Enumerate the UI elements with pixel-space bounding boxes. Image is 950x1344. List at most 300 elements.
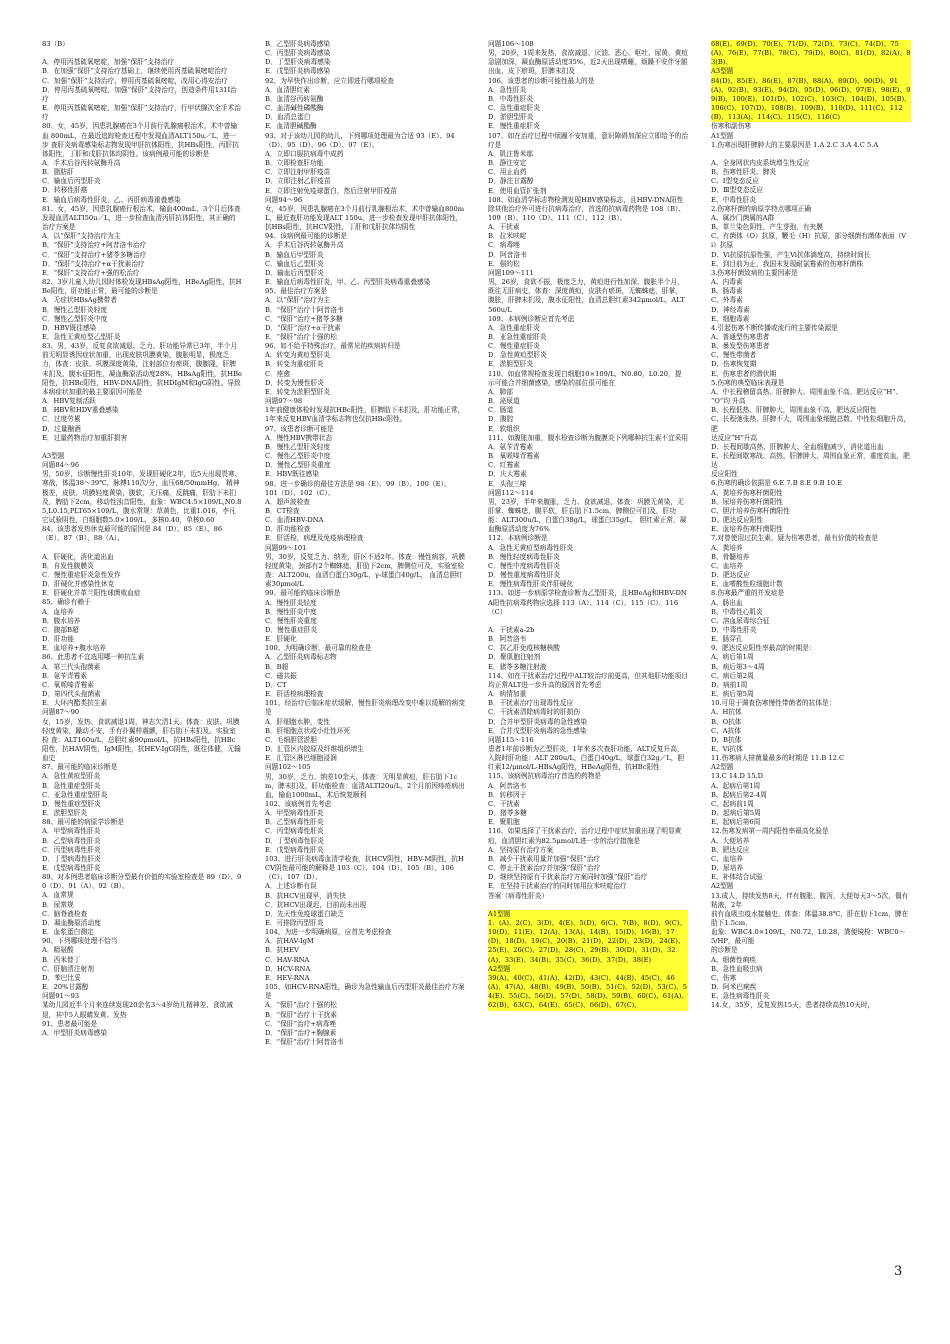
text-line: D．苯巴比妥 [42, 973, 81, 982]
text-line: E、病后第5周 [711, 690, 754, 699]
text-line: D．CT [265, 680, 287, 689]
text-line: C．病毒唑 [488, 241, 520, 250]
answer-key-line: 1．(A)、2(C)、3(D)、4(E)、5(D)、6(C)、7(B)、8(D)、9(C)、10(D)、11(E)、12(A)、13(A)、14(B)、15(D)、16(B)、17(D)、18(D)、19(C)、20(B)、21(D)、22(D)、23(D)、24(E)、25(E)、26(C)、27(D)、28(C)、29(B)、30(D)、31(D)、32(A)、33(E)、34(B)、35(C)、36(D)、37(D)、38(E) [488, 918, 687, 964]
text-line: B．HBV和HDV重叠感染 [42, 406, 119, 415]
text-line: 12.伤寒发病第一周内阳性率最高化验是 [711, 827, 829, 836]
text-line: C．血清碱性磷酸酶 [265, 104, 324, 113]
text-line: B．转变为重症肝炎 [265, 360, 324, 369]
text-line: B．乙型病毒性肝炎 [265, 818, 324, 827]
text-line: D．“保肝”支持治疗+α干扰素治疗 [42, 259, 145, 268]
text-line: B．慢性乙型肝炎轻度 [265, 442, 331, 451]
text-line: E、Vi抗体 [711, 745, 743, 754]
text-line: B、起病后第2-4周 [711, 790, 767, 799]
text-line: E、补体结合试验 [711, 873, 763, 882]
text-line: E．慢性重症肝炎 [488, 122, 540, 131]
text-line: B、骨髓培养 [711, 552, 750, 561]
text-line: 91、患者最可能是 [42, 1019, 98, 1028]
text-line: D．过量酗酒 [42, 424, 81, 433]
text-line: E．血清胆碱酯酶 [265, 122, 317, 131]
page-number: 3 [894, 1264, 903, 1279]
text-line: A、病后第1周 [711, 653, 754, 662]
text-line: A．急性重症肝炎 [488, 323, 540, 332]
text-line: B．乙型病毒性肝炎 [42, 836, 101, 845]
text-line: 87、最可能的临床诊断是 [42, 763, 118, 772]
text-line: B．慢性乙型肝炎轻度 [42, 305, 108, 314]
text-line: E、血嗜酸性粒细胞计数 [711, 580, 783, 589]
text-line: E．立即注射免疫球蛋白，然后注射甲肝疫苗 [265, 186, 397, 195]
text-line: A．上述诊断有误 [265, 882, 317, 891]
text-line: E、起病后第6周 [711, 818, 761, 827]
text-line: 88、最可能的病原学诊断是 [42, 818, 125, 827]
text-line: C、伤寒 [711, 973, 737, 982]
text-line: E．强的松 [488, 259, 520, 268]
text-line: 85、确诊有赖于 [42, 598, 91, 607]
text-line: C、病后第2周 [711, 671, 754, 680]
text-line: 111、如腹胀加重，腹水检查诊断为腹膜炎下列哪种抗生素不宜采用 [488, 433, 688, 442]
text-line: B、革兰染色阴性，产生芽孢，有夹膜 [711, 223, 823, 232]
text-line: E．“保肝”治疗十阿昔洛韦 [265, 1038, 344, 1047]
text-line: B．B超 [265, 662, 289, 671]
text-line: C．干扰素 [488, 799, 520, 808]
text-line: C．立即注射甲肝疫苗 [265, 168, 331, 177]
answer-key-line: 84(D)、85(E)、86(E)、87(B)、88(A)、89(D)、90(D)、91(A)、92(B)、93(E)、94(D)、95(D)、96(D)、97(E)、98(E)、99(B)、100(E)、101(D)、102(C)、103(C)、104(D)、105(B)、106(C)、107(D)、108(B)、109(B)、110(D)、111(C)、112(B)、113(A)、114(C)、115(C)、116(C) [711, 76, 911, 122]
text-line: D、神经毒素 [711, 305, 750, 314]
text-line: D．肝功能 [42, 635, 75, 644]
text-line: C．抗HCV出现迟，目前尚未出现 [265, 900, 367, 909]
text-line: 112、本病例诊断是 [488, 534, 548, 543]
text-line: 13.C 14.D 15.D [711, 772, 763, 781]
text-line: B．抗HCV出现早，消失快 [265, 891, 346, 900]
text-line: 80、女，45岁，因患乳腺癌在3个月前行乳腺癌根治术，术中曾输血 800mL，在最近追踪检查过程中发现血清ALT150u／L，进一步 查肝炎病毒感染标志物发现甲肝抗体阳性，抗HBs阳性，丙肝抗体阳性，丁肝和戊肝抗体均阴性。该病例最可能的诊断是 [42, 122, 239, 158]
text-line: A、细菌性痢疾 [711, 955, 756, 964]
text-line: A．手术后谷丙转氨酶升高 [42, 159, 121, 168]
text-line: E．肝硬化 [265, 635, 297, 644]
text-line: B．氨苄青霉素 [42, 671, 88, 680]
text-line: C．慢性肝炎重度 [265, 616, 317, 625]
answer-key-line: 68(E)、69(D)、70(E)、71(D)、72(D)、73(C)、74(D)、75(A)、76(E)、77(B)、78(C)、79(D)、80(C)、81(D)、82(A)、83(B)、 [711, 40, 911, 67]
text-line: D、阿米巴痢疾 [711, 983, 757, 992]
text-line: E．使用血管扩张剂 [488, 186, 547, 195]
text-line: E、急性病毒性肝炎 [711, 992, 770, 1001]
text-line: D．血清总蛋白 [265, 113, 311, 122]
text-line: A．坚持原有治疗方案 [488, 845, 554, 854]
text-line: A1型题 [711, 131, 734, 140]
text-line: C．过度劳累 [42, 415, 81, 424]
text-line: E．血培养+腹水培养 [42, 644, 106, 653]
text-line: 81、女，45岁，因患乳腺癌行根治术，输血400mL，3个月后体查发现血清ALTI50u／L，进一步检查血清丙肝抗体阳性，其正确的 治疗方案是 [42, 204, 241, 232]
text-line: C．亚急性重症型肝炎 [42, 790, 108, 799]
text-line: C．抗乙肝免疫核糖核酸 [488, 644, 560, 653]
text-line: 90、下列哪项处理不恰当 [42, 937, 118, 946]
answer-key-line: 39(A)、40(C)、41(A)、42(D)、43(C)、44(B)、45(C)、46(A)、47(A)、48(B)、49(B)、50(B)、51(C)、52(D)、53(C)、54(E)、55(C)、56(D)、57(D)、58(D)、59(B)、60(C)、61(A)、62(B)、63(C)、64(E)、65(C)、66(D)、67(C)、 [488, 973, 688, 1010]
text-line: 女，45岁，因患乳腺癌在3个月前行乳腺根治术，术中曾输血800mL，最近查肝功能发现ALT 150u，进一步检查发现甲肝抗体阳性，抗HBs阳性，抗HCV阳性，丁肝和戊肝抗体均阴性 [265, 204, 465, 232]
text-line: A．肌注鲁米那 [488, 149, 533, 158]
text-line: 1年前健康体检时发现抗HBc阳性，肝脾肋下未扪及，肝功能正常，1年来反复HBV血清学标志物也仅抗HBc阳性。 [265, 406, 465, 424]
text-line: 92、为早快作出诊断，应立即进行哪项检查 [265, 76, 394, 85]
text-line [488, 901, 688, 910]
text-line: A、中长程稽留高热、肝脾肿大、周围血象不高、肥达反应“H”、 [711, 387, 903, 396]
text-line: A、属沙门菌属的A群 [711, 213, 775, 222]
text-line: E．肝活检病理检查 [265, 690, 324, 699]
text-line: 116、如果选择了干扰素治疗，治疗过程中症状加重出现了明显黄疸，血清胆红素为82.5μmol/L进一步的治疗措施是 [488, 827, 682, 845]
text-line: C．输血后丙型肝炎 [42, 177, 101, 186]
text-line: 101（D）、102（C）、 [265, 488, 335, 497]
text-line: B．转移因子 [488, 790, 527, 799]
text-line: E、肠穿孔 [711, 635, 743, 644]
text-line: B、暴发型伤寒患者 [711, 342, 770, 351]
text-line: A、肠出血 [711, 598, 743, 607]
text-line: D．HBV既往感染 [42, 323, 97, 332]
text-line: D．腹腔 [488, 415, 514, 424]
text-line: C．血清HBV-DNA [265, 516, 324, 525]
text-line: A．肝细胞水肿，变性 [265, 717, 331, 726]
text-line: E．停用丙基硫氧嘧啶，加强“保肝”支持治疗，行甲状腺次全手术治疗 [42, 104, 241, 122]
text-line: A．慢性肝炎轻度 [265, 598, 317, 607]
answer-key-line: A3型题 [711, 67, 911, 76]
text-line: “O”均 升高 [711, 397, 746, 406]
text-line: 10.可用于调查伤寒慢性带菌者的抗体是： [711, 699, 836, 708]
text-line: C、有菌体（O）抗原，鞭毛（H）抗原，部分细菌有菌体表面（Vi）抗原 [711, 232, 907, 250]
text-line: A．无症状HBsAg携带者 [42, 296, 117, 305]
text-line: B．氧哌嗪青霉素 [488, 452, 540, 461]
text-line: 男，30岁，反复乏力、纳差，肝区不适2年。体查：慢性病容，巩膜轻度黄染，颈部有2个蜘蛛痣，肝肋下2cm，脾侧位可及，实验室检查：ALT200u，血清白蛋白30g/L，γ-球蛋白40g/L， 血清总胆红素30μmol/L [265, 552, 465, 589]
text-line: 107、如在治疗过程中烦躁不安加重，意识障碍加深应立即给予的治疗是 [488, 131, 688, 149]
text-line: C．丙型肝炎病毒感染 [265, 49, 331, 58]
text-line: D、尿培养 [711, 864, 744, 873]
text-line: A．血常规 [42, 891, 74, 900]
text-line: C．丙型病毒性肝炎 [42, 845, 101, 854]
text-line: B．腹水培养 [42, 616, 81, 625]
text-line: 14.女，35岁，反复发热15天，患者持续高热10天时， [711, 1001, 875, 1010]
text-line: A．血培养 [42, 607, 74, 616]
text-line: B、中毒性心肌炎 [711, 607, 763, 616]
text-line: 84、该患者发热休克最可能的原因是 84（D）、85（E）、86（E）、87（B）、88（A）、 [42, 525, 223, 543]
text-line: B、尿培养伤寒杆菌阳性 [711, 497, 783, 506]
text-line: E．慢性病毒性肝炎伴肝硬化 [488, 580, 574, 589]
text-line: E．头孢三嗪 [488, 479, 527, 488]
text-line: D．慢性重度病毒性肝炎 [488, 571, 561, 580]
text-line: C．用止血药 [488, 168, 527, 177]
text-line: B、长程低热、肝脾肿大，周围血象不高，肥达反应阳性 [711, 406, 877, 415]
text-line: 女，15岁，发热、食欲减退1周，神志欠清1天。体查：皮肤、巩膜轻度黄染，躁动不安，手有扑翼样震颤，肝右肋下未扪及。实验室检 查：ALT160u/L，总胆红素90μmol/L，抗HBs阳性，抗HBc阳性，抗HAV阴性，IgM阳性，抗HEV-IgG阴性，既往体健，无输血史 [42, 717, 241, 763]
text-line: 9、肥达反应阳性率最高的时期是： [711, 644, 816, 653]
text-line: B．慢性肝炎中度 [265, 607, 317, 616]
text-line: A、大便培养 [711, 836, 750, 845]
text-line: E．急性无黄疸型乙型肝炎 [42, 332, 121, 341]
text-line: C、胆汁培养伤寒杆菌阳性 [711, 506, 790, 515]
text-column-2 [265, 40, 465, 1280]
text-line: E．戊型病毒性肝炎 [265, 845, 324, 854]
text-line: C、长程弛张热、肝脾不大，周围血象细胞总数、中性粒细胞升高，肥 [711, 415, 911, 433]
text-line: C．肝脑清注射剂 [42, 964, 94, 973]
text-line: 问题106～108 [488, 40, 534, 48]
text-line: E、到目前为止，我国未发现耐氯霉素的伤寒杆菌株 [711, 259, 864, 268]
text-line: C、Ⅰ型变态反应 [711, 177, 759, 186]
text-line: 114、如在干扰素治疗过程中ALT较治疗前更高，但其他肝功能项目均正常ALT进一步升高的原因首先考虑 [488, 671, 688, 689]
text-line: 94、该病例最可能的诊断是 [265, 232, 348, 241]
text-line: D．丁型病毒性肝炎 [265, 836, 324, 845]
text-line: 8.伤寒最严重的并发症是 [711, 589, 785, 598]
text-line: 86、此患者不宜选用哪一种抗生素 [42, 653, 145, 662]
text-line: D．丁型病毒性肝炎 [42, 854, 101, 863]
text-line: B．阿昔洛韦 [488, 635, 527, 644]
text-line: B、伤寒性肝炎、脾炎 [711, 168, 777, 177]
text-line: C．丙型病毒性肝炎 [265, 827, 324, 836]
text-line: E．20%甘露醇 [42, 983, 89, 992]
text-line: E．HBV既往感染 [265, 470, 319, 479]
text-line: C．脑脊液检查 [42, 909, 88, 918]
text-line: D、中毒性肝炎 [711, 625, 757, 634]
text-line: 问题102～105 [265, 763, 311, 772]
text-line: 问题115～116 [488, 735, 534, 744]
text-line: 96、如不给予特殊治疗，最常见的疾病转归是 [265, 342, 401, 351]
text-line: A．以“保肝”支持治疗为主 [42, 232, 121, 241]
text-line: C．HAV-RNA [265, 955, 310, 964]
text-line: B．肝细胞点状或小灶性坏死 [265, 726, 351, 735]
text-line: D．凝血酶原活动度 [42, 918, 101, 927]
text-line: 98、进一步确诊的最佳方法是 98（E）、99（B）、100（E）、 [265, 479, 451, 488]
text-line: D．淤胆型肝炎 [488, 113, 534, 122]
text-line: B．“保肝”支持治疗+阿昔洛韦治疗 [42, 241, 147, 250]
text-line: 问题87～90 [42, 708, 80, 717]
text-line: A．立即口服抗病毒中成药 [265, 149, 344, 158]
text-line: 男，26岁，食欲不振，极度乏力，黄疸进行性加深，腹胀半个月，既往无肝病史，体查：深度黄疸，皮肤有瘀斑，无蜘蛛痣，肝掌，腹胀，肝脾未扪及，腹水征阳性，血清总胆红素342μmol/L，ALT560u/L [488, 278, 685, 314]
text-line: C、起病前1周 [711, 799, 754, 808]
text-line: 血象：WBC4.0×109/L，N0.72，L0.28，粪便镜检：WBC0～5/HP，最可能 [711, 928, 906, 946]
text-line: A．甲型病毒性肝炎 [42, 827, 101, 836]
text-line: 男，20岁，1周来发热、食欲减退、厌油、恶心、呕吐、尿黄，黄疸急剧加深，凝血酶原活动度35%，近2天出现嗜睡，烦躁不安伴牙龈出血，皮下瘀斑，肝脾未扪及 [488, 49, 688, 76]
text-line: A．氨苄青霉素 [488, 442, 533, 451]
text-line: A．手术后谷丙转氨酶升高 [265, 241, 344, 250]
text-line: A、普通型伤寒患者 [711, 332, 770, 341]
text-line: 113、如进一步病原学检查诊断为乙型肝炎，且HBeAg和HBV-DNA阳性抗病毒药物应选择 113（A）、114（C）、115（C）、116（C） [488, 589, 687, 616]
text-line: 95、最佳治疗方案是 [265, 287, 328, 296]
text-line: 104、为进一步明确病原，应首先考虑检查 [265, 928, 392, 937]
text-line: D、起病后第5周 [711, 809, 761, 818]
text-line: E、血培养伤寒杆菌阳性 [711, 525, 783, 534]
text-line: 伤寒和副伤寒 [711, 122, 752, 131]
text-line: D、B抗体 [711, 735, 742, 744]
text-line: B．慢性轻度病毒性肝炎 [488, 552, 560, 561]
text-line: A．超声波检查 [265, 497, 310, 506]
text-line: B、肥达反应 [711, 845, 750, 854]
text-line: A．阿昔洛韦 [488, 781, 527, 790]
text-line: D．继续坚持原有干扰素治疗方案同时加强“保肝”治疗 [488, 873, 648, 882]
text-line: C．干扰素清除病毒时的肝损伤 [488, 708, 581, 717]
text-line: 反应阳性 [711, 470, 738, 479]
text-line: C．“保肝”支持治疗+猪苓多糖治疗 [42, 250, 147, 259]
text-line: B．“保肝”治疗十干扰素 [265, 1010, 337, 1019]
text-line: D．聚肌胞注射剂 [488, 653, 541, 662]
text-line: E．输血后病毒性肝炎，甲、乙、丙型肝炎病毒重叠感染 [265, 278, 431, 287]
text-line: B．血清谷丙转氨酶 [265, 94, 324, 103]
text-line: A、粪培养伤寒杆菌阳性 [711, 488, 783, 497]
text-line: C、血培养 [711, 854, 743, 863]
text-line: A．停用丙基硫氧嘧啶，加强“保肝”支持治疗 [42, 58, 175, 67]
text-line: 99、最可能的临床诊断是 [265, 589, 341, 598]
text-line: D．庆大霉素 [488, 470, 527, 479]
text-line: D．先天性免疫球蛋白缺乏 [265, 909, 344, 918]
text-line: C．输血后乙型肝炎 [265, 259, 324, 268]
text-line: E．汇管区淋巴细胞浸润 [265, 754, 337, 763]
text-line: D．转移性肝癌 [42, 186, 88, 195]
text-line: C．磁共振 [265, 671, 297, 680]
text-line: B．拉米呋啶 [488, 232, 527, 241]
text-line: 男，30岁，乏力、纳差10余天，体查：无明显黄疸，肝右肋下1cm，脾未扪及，肝功能检查：血清ALTI20u/L，2个月前因痔疮病出 血，输血1000mL，术后恢复顺利 [265, 772, 465, 799]
text-line: D．HCV-RNA [265, 964, 311, 973]
text-line: E．聚肌胞 [488, 818, 520, 827]
text-line: B．脂肪肝 [42, 168, 74, 177]
text-line: C、外毒素 [711, 296, 743, 305]
text-line: C．慢性乙型肝炎中度 [42, 314, 108, 323]
text-line: D．阿昔洛韦 [488, 250, 527, 259]
text-line: C．加强“保肝”支持治疗，停用丙基硫氧嘧啶，改用心得安治疗 [42, 76, 228, 85]
text-line: C．慢性中度病毒性肝炎 [488, 561, 560, 570]
text-line: E．大环内酯类抗生素 [42, 699, 108, 708]
text-line: E．淤胆型肝炎 [42, 809, 88, 818]
text-line: 答案（病毒性肝炎） [488, 891, 549, 900]
text-line: 3.伤寒杆菌致病的主要因素是 [711, 268, 798, 277]
text-line: 的诊断是 [711, 946, 738, 955]
text-line: 102、该病例首先考虑 [265, 799, 332, 808]
text-line: 男，50岁，诊断慢性肝炎10年，发现肝硬化2年，近5天出现畏寒、寒战，体温38～39℃，脉搏110次/分，血压68/50mmHg， 精神极差，皮肤、巩膜轻度黄染，腹软，无压痛，反跳痛，肝肋下未扪及，脾肋下2cm，移动性浊音阳性，血象：WBC4.5×109/L,N0.85,L0.15,PLT65×109/L，腹水常规：草黄色，比重1.016，李凡它试验阴性，白细胞数5.0×109/L，多核0.40，单核0.60 [42, 470, 242, 525]
text-column-3 [488, 40, 688, 1280]
text-line: E．戊型病毒性肝炎 [42, 864, 101, 873]
text-line: E．可排除丙型肝炎 [265, 919, 324, 927]
text-line: E．淤胆型肝炎 [488, 360, 534, 369]
text-line: C、血培养 [711, 561, 743, 570]
text-line: D、伤寒恢复期 [711, 360, 757, 369]
text-line: 问题109～111 [488, 268, 534, 277]
text-line: D．输血后丙型肝炎 [265, 268, 324, 277]
text-line: D．合并甲型肝炎病毒的急性感染 [488, 717, 587, 726]
answer-key-line: A1型题 [488, 910, 688, 919]
text-line: D．“保肝”治疗+α干扰素 [265, 323, 341, 332]
text-line: C、慢性带菌者 [711, 351, 757, 360]
text-line: D、Vi抗原抗原性强，产生Vi抗体滴度高，持续时间长 [711, 250, 871, 259]
text-line: E．过量药物治疗加重肝损害 [42, 433, 128, 442]
text-line: B、O抗体 [711, 717, 742, 726]
text-line: D．立即注射乙肝疫苗 [265, 177, 331, 186]
text-line: B．中毒性肝炎 [488, 94, 534, 103]
text-line: A、H抗体 [711, 708, 742, 717]
text-line: A．慢性HBV携带状态 [265, 433, 333, 442]
text-line: 患者1年前诊断为乙型肝炎，1年来多次查肝功能，ALT反复升高，入院时肝功能：ALT 200u/L，白蛋白40g/L，球蛋白32g／L，胆红素12/μmol/L-HBsAg阳性，HBeAg阳性，抗HBc阳性 [488, 745, 685, 772]
text-line: B．CT检查 [265, 506, 300, 515]
text-line: 110、如血常规检查发现白细胞10×109/L，N0.80，L0.20，提示可能合并细菌感染，感染的部位很可能在 [488, 369, 682, 387]
text-line: C．停止干扰素治疗并加强“保肝”治疗 [488, 864, 601, 873]
text-line: A．精氨酸 [42, 946, 74, 955]
text-line: D．肝功能检查 [265, 525, 311, 534]
text-line: A．乙型肝炎病毒标志物 [265, 653, 337, 662]
text-line: B．西米替丁 [42, 955, 81, 964]
text-line: B．泌尿道 [488, 397, 520, 406]
text-line: E．HEV-RNA [265, 973, 310, 982]
text-line: B．急性重症型肝炎 [42, 781, 101, 790]
text-line: C．痊愈 [265, 369, 291, 378]
text-line: A．病情加重 [488, 690, 527, 699]
text-line: 115、该病例抗病毒治疗首选的药物是 [488, 772, 602, 781]
text-line: A．抗HAV-IgM [265, 937, 314, 946]
text-line: 前有血吸虫疫水接触史，体查：体温38.8℃，肝在肋下1cm，脾在 肋下1.5cm， [711, 909, 909, 927]
text-line: E、细胞毒素 [711, 314, 750, 323]
text-line: 93、对于该幼儿园的幼儿，下列哪项处理最为合适 93（E）、94（D）、95（D）、96（D）、97（E）、 [265, 131, 455, 149]
text-line: B．“保肝”治疗十阿昔洛韦 [265, 305, 344, 314]
text-line: B．在加强“保肝”支持治疗基础上，继续使用丙基硫氧嘧啶治疗 [42, 67, 228, 76]
text-line: E、伤寒患者的潜伏期 [711, 369, 777, 378]
text-line: 5.伤寒的典型临床表现是 [711, 378, 785, 387]
text-line: E、中毒性肝炎 [711, 195, 757, 204]
text-line: D．猪苓多糖 [488, 809, 527, 818]
text-line: A．肺部 [488, 387, 513, 396]
text-line: B．立即检查肝功能 [265, 159, 324, 168]
text-line: D、Ⅲ型变态反应 [711, 186, 763, 195]
text-line: 问题84～96 [42, 461, 80, 470]
text-line: 108、如血清学标志物检测发现HBV感染标志，且HBV-DNA阳性除其他治疗外可进行抗病毒治疗，首选的抗病毒药物是 108（B）、109（B）、110（D）、111（C）、112（B）、 [488, 195, 686, 222]
text-line: D．转变为慢性肝炎 [265, 378, 324, 387]
text-line: E．“保肝”治疗十强的松 [265, 333, 337, 341]
text-line: 105、如HCV-RNA阳性，确诊为急性输血后丙型肝炎最佳治疗方案是 [265, 983, 465, 1001]
text-line: C．毛细胆管淤胆 [265, 735, 317, 744]
text-line: 82、3岁儿童入幼儿园时体检发现HBsAg阳性，HBeAg阳性，抗HBe阳性，肝功能正常，最可能的诊断是 [42, 278, 242, 296]
text-line: A．干扰素 [488, 223, 520, 232]
text-line: 89、对本例患者临床诊断分型最有价值的实验室检查是 89（D）、90（D）、91（A）、92（B）、 [42, 873, 242, 891]
text-line: E．转变为淤胆型肝炎 [265, 387, 331, 396]
text-line [488, 617, 688, 626]
text-line: A．以“保肝”治疗为主 [265, 296, 331, 305]
text-line: B．干扰素治疗出现毒性反应 [488, 699, 574, 708]
text-line: 106、该患者的诊断可能性最大的是 [488, 76, 595, 85]
text-line: C．慢性乙型肝炎中度 [265, 452, 331, 461]
text-line: E．肝硬化并革兰阳性球菌败血症 [42, 589, 141, 598]
text-line: D．慢性乙型肝炎重度 [265, 461, 331, 470]
text-line [42, 544, 242, 553]
text-line: A．甲型病毒性肝炎 [265, 809, 324, 818]
text-line: D．慢性重症型肝炎 [42, 799, 101, 808]
text-line: C．慢性重症肝炎急性发作 [42, 571, 121, 580]
text-line: A．急性黄疸型肝炎 [42, 772, 101, 781]
text-line: D．急性黄疸型肝炎 [488, 351, 547, 360]
text-line: 13.成人，持续发热8天，伴有腹胀、腹泻，大便每天3～5次，偶有粘液，2年 [711, 891, 909, 909]
text-line: E．输血后病毒性肝炎，乙、丙肝病毒重叠感染 [42, 195, 181, 204]
text-line: D、肥达反应 [711, 571, 750, 580]
text-line: A．急性无黄疸型病毒性肝炎 [488, 543, 574, 552]
text-line: 问题91～93 [42, 992, 80, 1001]
text-line: B．抗HEV [265, 946, 299, 955]
text-line: 4.引起伤寒不断传播或流行的主要传染源是 [711, 323, 838, 332]
text-line: E．肝活检，病理及免疫病理检查 [265, 534, 364, 543]
text-line: 达反应“H”升高 [711, 433, 758, 442]
text-line: B．减少干扰素用量并加强“保肝”治疗 [488, 854, 601, 863]
text-line: C．氧哌嗪青霉素 [42, 680, 94, 689]
text-line: B．输血后甲型肝炎 [265, 250, 324, 259]
text-line: A．转变为黄疸型肝炎 [265, 351, 331, 360]
text-line: D．静注甘露醇 [488, 177, 534, 186]
text-line: C．红霉素 [488, 461, 520, 470]
text-line: C．慢性重症肝炎 [488, 342, 540, 351]
text-line: 83、男，43岁，反复食欲减退、乏力、肝功能异常已3年，半个月前无明显诱因症状加重，出现皮肤巩膜黄染，腹胀明显，极度乏力，体查：皮肤、巩膜深度黄染，注射部位有瘀斑，腹膨隆，肝脾未扪及，腹水征阳性，凝血酶原活动度28%，HBsAg阳性，抗HBe阳性，抗HBc阳性，HBV-DNA阴性，抗HDIgM和IgG阴性。导致本病症状加重的最主要原因可能是 [42, 342, 242, 396]
text-line: 1.伤寒出现肝脾肿大的主要原因是 1.A 2.C 3.A 4.C 5.A [711, 140, 879, 149]
text-column-1 [42, 40, 242, 1280]
text-line: 2.伤寒杆菌的病原学特点哪项正确 [711, 204, 812, 213]
text-line: B、病后第3～4周 [711, 662, 765, 671]
text-line: B．乙型肝炎病毒感染 [265, 40, 331, 48]
text-line: 103、进行肝炎病毒血清学检查，抗HCV阴性，HBV-M阴性，抗HCV阴性最可能的解释是 103（C）、104（D）、105（B）、106（C）、107（D）、 [265, 854, 464, 882]
text-line: A．干扰素a-2b [488, 625, 535, 634]
text-line: 问题99～101 [265, 543, 307, 552]
text-line: 问题97～98 [265, 397, 303, 406]
text-line: 某幼儿园近半个月来连续发现20余名3～4岁幼儿精神差、食欲减退，其中5人眼睛发黄、发热 [42, 1001, 233, 1019]
